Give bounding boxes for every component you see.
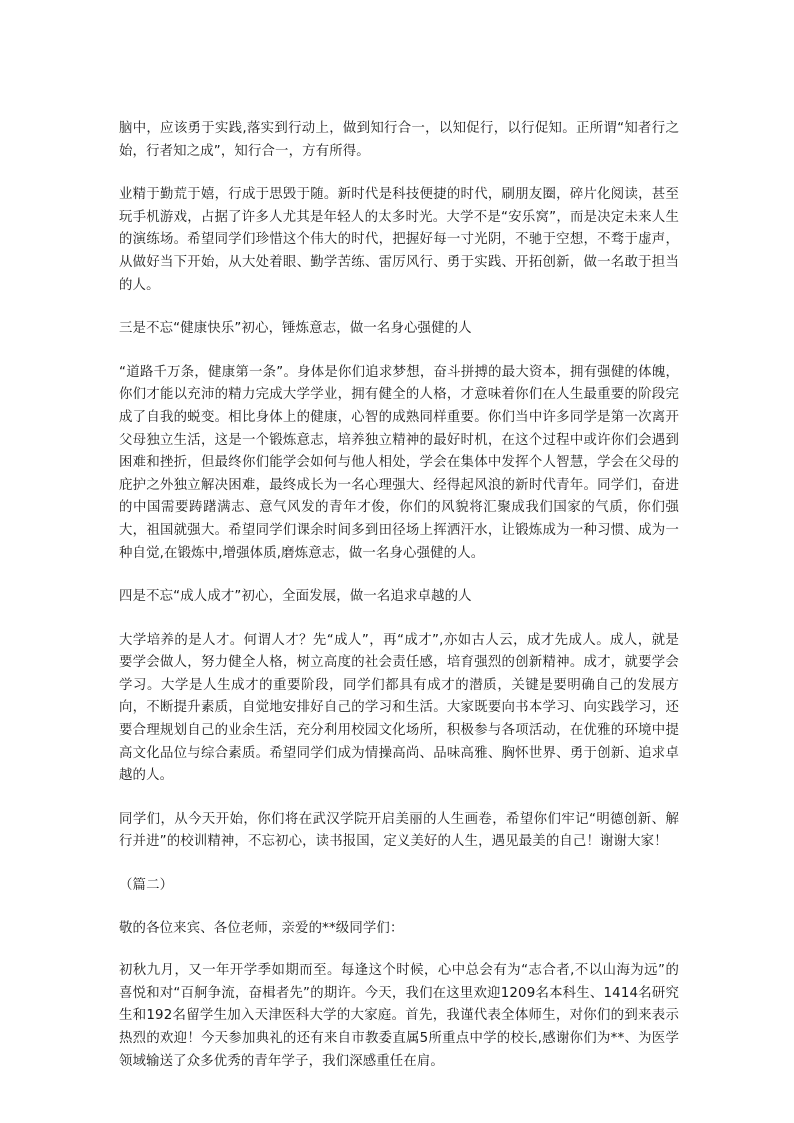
paragraph-autumn-welcome: 初秋九月，又一年开学季如期而至。每逢这个时候，心中总会有为“志合者,不以山海为远”的喜悦和对“百舸争流，奋楫者先”的期许。今天，我们在这里欢迎1209名本科生、1414名研究生和192名留学生加入天津医科大学的大家庭。首先，我谨代表全体师生，对你们的到来表示热烈的欢迎！今天参加典礼的还有来自市教委直属5所重点中学的校长,感谢你们为**、为医学领域输送了众多优秀的青年学子，我们深感重任在肩。	[119, 963, 679, 1069]
paragraph-closing: 同学们，从今天开始，你们将在武汉学院开启美丽的人生画卷，希望你们牢记“明德创新、解行并进”的校训精神，不忘初心，读书报国，定义美好的人生，遇见最美的自己！谢谢大家！	[119, 811, 679, 850]
document-page	[119, 118, 679, 1094]
part-two-label: （篇二）	[119, 878, 174, 894]
paragraph-talent: 大学培养的是人才。何谓人才？先“成人”，再“成才”,亦如古人云，成才先成人。成人，就是要学会做人，努力健全人格，树立高度的社会责任感，培育强烈的创新精神。成才，就要学会学习。大学是人生成才的重要阶段，同学们都具有成才的潜质，关键是要明确自己的发展方向，不断提升素质，自觉地安排好自己的学习和生活。大家既要向书本学习、向实践学习，还要合理规划自己的业余生活，充分利用校园文化场所，积极参与各项活动，在优雅的环境中提高文化品位与综合素质。希望同学们成为情操高尚、品味高雅、胸怀世界、勇于创新、追求卓越的人。	[119, 632, 679, 784]
section-heading-talent: 四是不忘“成人成才”初心，全面发展，做一名追求卓越的人	[119, 589, 472, 605]
salutation: 敬的各位来宾、各位老师，亲爱的**级同学们：	[119, 920, 404, 936]
paragraph-diligence: 业精于勤荒于嬉，行成于思毁于随。新时代是科技便捷的时代，刷朋友圈，碎片化阅读，甚至玩手机游戏，占据了许多人尤其是年轻人的太多时光。大学不是“安乐窝”，而是决定未来人生的演练场。希望同学们珍惜这个伟大的时代，把握好每一寸光阴，不驰于空想，不骛于虚声，从做好当下开始，从大处着眼、勤学苦练、雷厉风行、勇于实践、开拓创新，做一名敢于担当的人。	[119, 187, 679, 293]
section-heading-health: 三是不忘“健康快乐”初心，锤炼意志，做一名身心强健的人	[119, 321, 472, 337]
paragraph-knowledge-action: 脑中，应该勇于实践,落实到行动上，做到知行合一，以知促行，以行促知。正所谓“知者行之始，行者知之成”，知行合一，方有所得。	[119, 121, 679, 159]
paragraph-health: “道路千万条，健康第一条”。身体是你们追求梦想，奋斗拼搏的最大资本，拥有强健的体魄，你们才能以充沛的精力完成大学学业，拥有健全的人格，才意味着你们在人生最重要的阶段完成了自我的蜕变。相比身体上的健康，心智的成熟同样重要。你们当中许多同学是第一次离开父母独立生活，这是一个锻炼意志，培养独立精神的最好时机，在这个过程中或许你们会遇到困难和挫折，但最终你们能学会如何与他人相处，学会在集体中发挥个人智慧，学会在父母的庇护之外独立解决困难，最终成长为一名心理强大、经得起风浪的新时代青年。同学们，奋进的中国需要踌躇满志、意气风发的青年才俊，你们的风貌将汇聚成我们国家的气质，你们强大，祖国就强大。希望同学们课余时间多到田径场上挥洒汗水，让锻炼成为一种习惯、成为一种自觉,在锻炼中,增强体质,磨炼意志，做一名身心强健的人。	[119, 364, 679, 561]
